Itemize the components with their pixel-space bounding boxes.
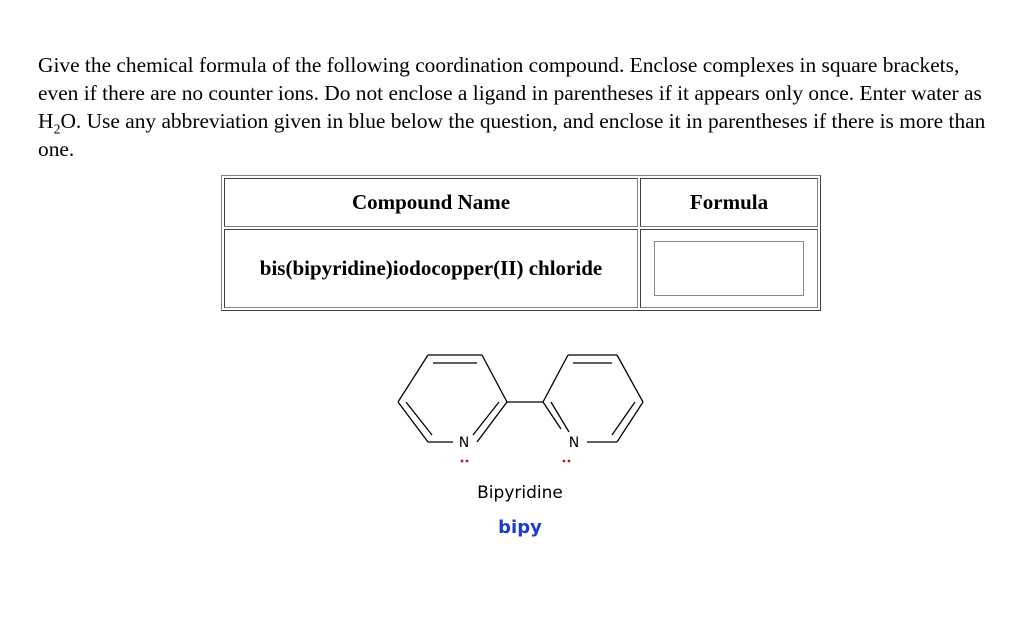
left-nitrogen-label: N — [458, 435, 470, 451]
right-nitrogen-label: N — [568, 435, 580, 451]
table-row — [224, 229, 818, 308]
water-subscript: 2 — [53, 122, 61, 138]
bipyridine-structure — [395, 348, 647, 470]
question-part-1: Give the chemical formula of the following coordination compound. Enclose complexes in square brackets, even if there are no counter ions. Do not enclose a ligand in parentheses if it appears only once. Enter water as H — [38, 53, 982, 134]
question-text — [38, 51, 998, 163]
question-part-2: O. Use any abbreviation given in blue below the question, and enclose it in parentheses if there is more than one. — [38, 109, 986, 162]
lone-pair-dots — [461, 460, 571, 463]
left-lone-pair-dot — [466, 460, 469, 463]
bipyridine-bonds — [398, 355, 643, 442]
formula-header: Formula — [640, 178, 818, 227]
structure-caption: Bipyridine — [477, 483, 563, 503]
compound-name-header: Compound Name — [224, 178, 638, 227]
right-lone-pair-dot — [568, 460, 571, 463]
compound-table — [221, 175, 821, 311]
compound-name-cell: bis(bipyridine)iodocopper(II) chloride — [224, 229, 638, 308]
formula-input[interactable] — [654, 241, 804, 296]
formula-cell — [640, 229, 818, 308]
left-lone-pair-dot — [461, 460, 464, 463]
right-lone-pair-dot — [563, 460, 566, 463]
ligand-abbreviation: bipy — [498, 517, 542, 538]
table-header-row — [224, 178, 818, 227]
